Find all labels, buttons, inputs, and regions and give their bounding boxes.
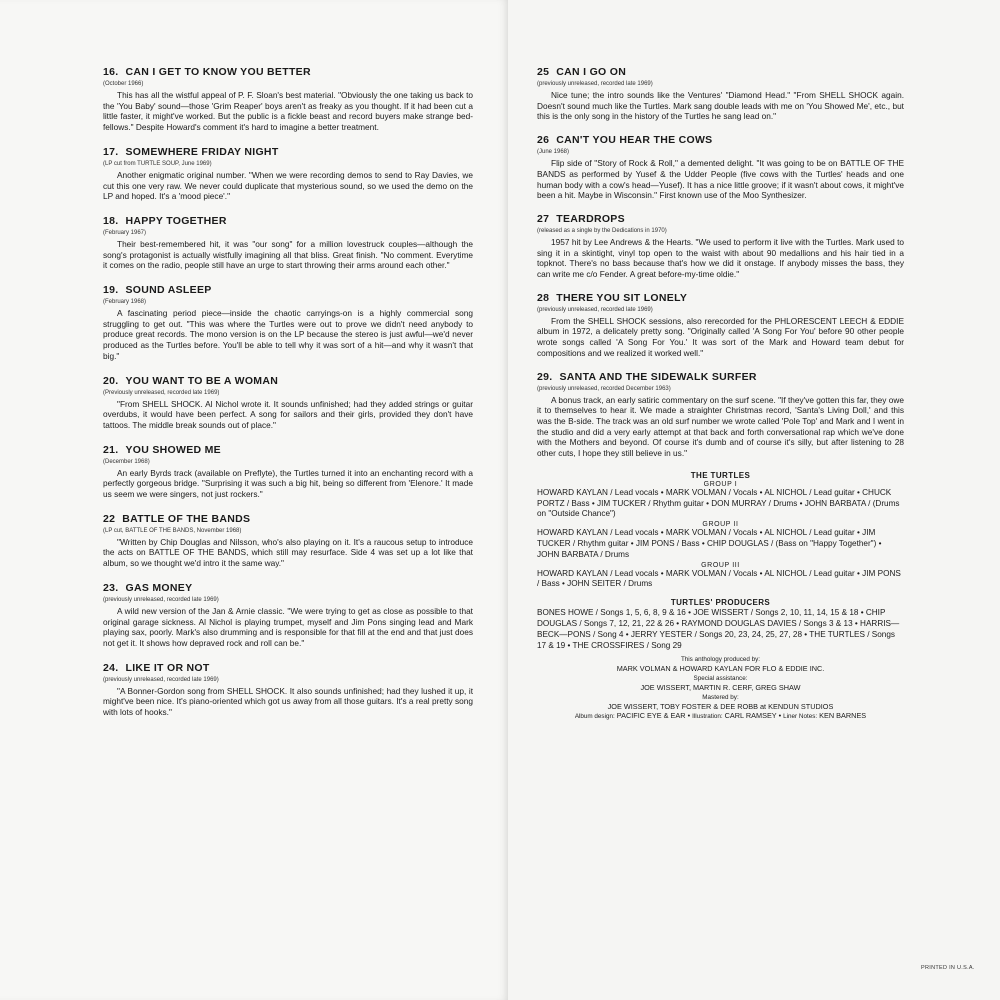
assistance-names: JOE WISSERT, MARTIN R. CERF, GREG SHAW: [640, 683, 801, 693]
right-column: [537, 66, 904, 721]
track-title: 24. LIKE IT OR NOT: [103, 661, 210, 674]
track-note: (June 1968): [537, 149, 570, 156]
group-label: GROUP III: [701, 561, 740, 569]
track-title: 27 TEARDROPS: [537, 212, 625, 225]
band-heading: THE TURTLES: [690, 470, 751, 480]
track-entry: [103, 662, 473, 718]
credits-block: [537, 471, 904, 722]
track-text: Flip side of "Story of Rock & Roll," a demented delight. "It was going to be on BATTLE OF THE BANDS as performed by Yusef & the Udder People (five cows with the Turtles' heads and one human body with a cow's head—Yusef). It has a nice little groove; if it wasn't about cows, it might've been a hit. Maybe in Wisconsin." First known use of the Moo Synthesizer.: [537, 158, 904, 201]
track-entry: [103, 146, 473, 202]
track-entry: [537, 292, 904, 359]
track-note: (released as a single by the Dedications in 1970): [537, 227, 667, 234]
track-entry: [537, 371, 904, 459]
group-label: GROUP II: [702, 521, 739, 529]
track-note: (December 1968): [103, 458, 150, 465]
track-note: (previously unreleased, recorded late 1969): [537, 81, 653, 87]
anthology-names: MARK VOLMAN & HOWARD KAYLAN FOR FLO & EDDIE INC.: [616, 664, 825, 674]
group-lineup: HOWARD KAYLAN / Lead vocals • MARK VOLMAN / Vocals • AL NICHOL / Lead guitar • CHUCK PORTZ / Bass • JIM TUCKER / Rhythm guitar • DON MURRAY / Drums • JOHN BARBATA / (Drums on "Outside Chance"): [537, 487, 900, 519]
track-text: This has all the wistful appeal of P. F. Sloan's best material. "Obviously the one taking us back to the 'You Baby' sound—those 'Grim Reaper' boys aren't as freaky as you thought. If it had been cut a little faster, it might've worked. But the public is a fickle beast and record buyers make strange bed-fellows." Despite Howard's comment it's hard to imagine a better treatment.: [103, 90, 473, 133]
track-title: 23. GAS MONEY: [103, 581, 193, 594]
track-entry: [537, 134, 904, 201]
track-title: 28 THERE YOU SIT LONELY: [537, 291, 688, 304]
track-title: 21. YOU SHOWED ME: [103, 443, 221, 456]
track-note: (Previously unreleased, recorded late 1969): [103, 389, 220, 396]
track-text: A bonus track, an early satiric commentary on the surf scene. "If they've gotten this far, they owe it to themselves to hear it. We made a straighter Christmas record, 'Santa's Living Doll,' and this was the B-side. The track was an old surf number we wrote called 'Pole Top' and Mark and I went in the studio and did a very early attempt at that back and forth conversational rap which we've done with the Mothers and beyond. Of course it's dumb and of course it's silly, but after listening to 28 other cuts, I hope they still believe in us.": [537, 394, 904, 459]
printed-in-usa: PRINTED IN U.S.A.: [921, 965, 975, 971]
track-note: (previously unreleased, recorded late 1969): [537, 306, 653, 313]
track-note: (February 1967): [103, 229, 147, 236]
track-text: From the SHELL SHOCK sessions, also rerecorded for the PHLORESCENT LEECH & EDDIE album in 1972, a delicately pretty song. "Originally called 'A Song For You' before 90 other people wrote songs called 'A Song For You.' It was sort of the Mark and Howard team debut for compositions and we realized it worked well.": [537, 315, 904, 358]
track-entry: [537, 213, 904, 280]
track-entry: [103, 66, 473, 133]
producers-heading: TURTLES' PRODUCERS: [670, 598, 771, 608]
track-title: 18. HAPPY TOGETHER: [103, 214, 227, 227]
track-text: Another enigmatic original number. "When we were recording demos to send to Ray Davies, we cut this one very raw. We never could duplicate that mysterious sound, so we used the demo on the LP and hoped. It's a 'mood piece'.": [103, 169, 473, 202]
track-note: (LP cut, BATTLE OF THE BANDS, November 1968): [103, 527, 242, 534]
track-entry: [103, 215, 473, 271]
track-note: (previously unreleased, recorded late 1969): [103, 596, 219, 603]
track-entry: [103, 284, 473, 362]
track-text: A fascinating period piece—inside the chaotic carryings-on is a highly commercial song struggling to get out. "This was where the Turtles were out to prove we didn't need anybody to produce great records. The mono version is on the LP because the stereo is just awful—we'd never produced as the Turtles before. You'll be able to tell why it was sort of a hit—and why it wasn't that big.": [103, 308, 473, 361]
group-lineup: HOWARD KAYLAN / Lead vocals • MARK VOLMAN / Vocals • AL NICHOL / Lead guitar • JIM PONS / Bass • JOHN SEITER / Drums: [537, 568, 901, 589]
track-title: 20. YOU WANT TO BE A WOMAN: [103, 374, 279, 387]
track-note: (previously unreleased, recorded December 1963): [537, 385, 671, 392]
assistance-label: Special assistance:: [693, 675, 748, 683]
track-title: 17. SOMEWHERE FRIDAY NIGHT: [103, 145, 279, 158]
track-note: (October 1966): [103, 81, 144, 87]
track-text: "From SHELL SHOCK. Al Nichol wrote it. It sounds unfinished; had they added strings or guitar overdubs, it would have been perfect. A song for sailors and their girls, provided they don't have tattoos. The middle break sounds out of place.": [103, 398, 473, 430]
track-text: An early Byrds track (available on Preflyte), the Turtles turned it into an enchanting record with a perfectly gorgeous bridge. "Surprising it was such a big hit, being so different from 'Elenore.' It made us seem we were singers, not just rockers.": [103, 467, 473, 500]
track-entry: [103, 375, 473, 431]
mastered-label: Mastered by:: [702, 694, 739, 702]
track-entry: [103, 444, 473, 500]
track-text: "A Bonner-Gordon song from SHELL SHOCK. It also sounds unfinished; had they lushed it up, it might've been nice. It's piano-oriented which got us away from all those guitars. It's a real pretty song with lots of hooks.": [103, 685, 474, 718]
track-text: 1957 hit by Lee Andrews & the Hearts. "We used to perform it live with the Turtles. Mark used to sing it in a skintight, vinyl top open to the waist with about 90 medallions and his hair tied in a topknot. There's no bass because that's how we did it onstage. If anybody misses the bass, they can write me c/o Fender. A great before-my-time oldie.": [537, 236, 904, 280]
track-text: A wild new version of the Jan & Arnie classic. "We were trying to get as close as possible to that original garage sickness. Al Nichol is playing trumpet, myself and Jim Pons singing lead and Mark playing sax, poorly. Mark's also drumming and is responsible for that fill at the end and that just does not get it. It shows how depraved rock and roll can be.": [103, 605, 473, 648]
track-title: 26 CAN'T YOU HEAR THE COWS: [537, 134, 713, 147]
track-title: 22 BATTLE OF THE BANDS: [103, 512, 251, 525]
track-entry: [103, 582, 473, 649]
anthology-label: This anthology produced by:: [680, 656, 761, 664]
track-text: "Written by Chip Douglas and Nilsson, who's also playing on it. It's a raucous setup to introduce the acts on BATTLE OF THE BANDS, which still may resurface. Side 4 was set up a lot like that album, so we thought we'd intro it the same way.": [103, 536, 473, 569]
mastered-names: JOE WISSERT, TOBY FOSTER & DEE ROBB at KENDUN STUDIOS: [607, 702, 834, 712]
track-note: (LP cut from TURTLE SOUP, June 1969): [103, 160, 212, 167]
track-title: 25 CAN I GO ON: [537, 66, 627, 78]
group-lineup: HOWARD KAYLAN / Lead vocals • MARK VOLMAN / Vocals • AL NICHOL / Lead guitar • JIM TUCKER / Rhythm guitar • JIM PONS / Bass • CHIP DOUGLAS / (Bass on "Happy Together") • JOHN BARBATA / Drums: [537, 528, 882, 559]
producers-list: BONES HOWE / Songs 1, 5, 6, 8, 9 & 16 • JOE WISSERT / Songs 2, 10, 11, 14, 15 & 18 • CHIP DOUGLAS / Songs 7, 12, 21, 22 & 26 • RAYMOND DOUGLAS DAVIES / Songs 3 & 13 • HARRIS—BECK—PONS / Song 4 • JERRY YESTER / Songs 20, 23, 24, 25, 27, 28 • THE TURTLES / Songs 17 & 19 • THE CROSSFIRES / Song 29: [537, 608, 900, 650]
track-note: (previously unreleased, recorded late 1969): [103, 676, 219, 683]
track-text: Nice tune; the intro sounds like the Ventures' "Diamond Head." "From SHELL SHOCK again. Doesn't sound much like the Turtles. Mark sang double leads with me on 'You Showed Me', etc., but this is the only song in the history of the Turtles he sang lead on.": [537, 90, 904, 122]
track-note: (February 1968): [103, 299, 147, 306]
track-title: 16. CAN I GET TO KNOW YOU BETTER: [103, 66, 311, 78]
track-entry: [537, 66, 904, 122]
left-column: [103, 66, 473, 731]
track-text: Their best-remembered hit, it was "our song" for a million lovestruck couples—although the song's protagonist is actually wistfully imagining all that bliss. Great finish. "No comment. Everytime it comes on the radio, people still have an urge to start throwing their arms around each other.": [103, 238, 473, 271]
track-title: 19. SOUND ASLEEP: [103, 284, 212, 297]
track-entry: [103, 513, 473, 569]
group-label: GROUP I: [703, 480, 738, 488]
track-title: 29. SANTA AND THE SIDEWALK SURFER: [537, 370, 757, 383]
design-credits: Album design: PACIFIC EYE & EAR • Illustration: CARL RAMSEY • Liner Notes: KEN BARNES: [574, 711, 867, 721]
